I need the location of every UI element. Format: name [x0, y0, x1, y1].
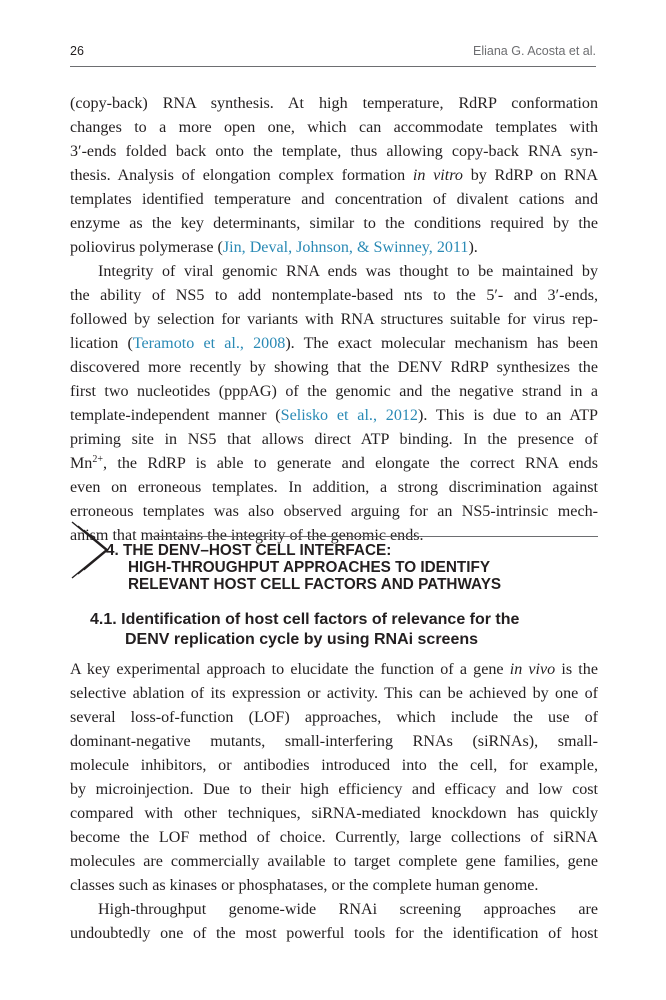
header-rule: [70, 66, 596, 67]
page-header: [70, 44, 596, 66]
text-line: undoubtedly one of the most powerful tools for the identification of host: [70, 925, 598, 942]
text-line: High-throughput genome-wide RNAi screening approaches are: [98, 901, 598, 918]
citation-link[interactable]: Jin, Deval, Johnson, & Swinney, 2011: [222, 239, 469, 256]
text-line: first two nucleotides (pppAG) of the genomic and the negative strand in a: [70, 383, 598, 400]
section-rule: [150, 536, 598, 537]
subsection-title: 4.1. Identification of host cell factors of relevance for the DENV replication cycle by using RNAi screens: [90, 611, 520, 648]
citation-link[interactable]: Teramoto et al., 2008: [132, 335, 286, 352]
section-title: 4. THE DENV–HOST CELL INTERFACE: HIGH-THROUGHPUT APPROACHES TO IDENTIFY RELEVANT HOST CELL FACTORS AND PATHWAYS: [106, 542, 502, 593]
text-line: priming site in NS5 that allows direct ATP binding. In the presence of: [70, 431, 598, 448]
text-line: the ability of NS5 to add nontemplate-based nts to the 5′- and 3′-ends,: [70, 287, 598, 304]
italic-text: in vitro: [412, 167, 463, 184]
paragraph-3: [70, 658, 598, 898]
paragraph-1: [70, 92, 598, 260]
text-line: followed by selection for variants with RNA structures suitable for virus rep-: [70, 311, 598, 328]
text-line: templates identified temperature and concentration of divalent cations and: [70, 191, 598, 208]
text-line: compared with other techniques, siRNA-mediated knockdown has quickly: [70, 805, 598, 822]
text-line: A key experimental approach to elucidate the function of a gene in vivo is the: [70, 661, 598, 678]
text-line: by microinjection. Due to their high efficiency and efficacy and low cost: [70, 781, 598, 798]
text-line: selective ablation of its expression or activity. This can be achieved by one of: [70, 685, 598, 702]
text-line: become the LOF method of choice. Currently, large collections of siRNA: [70, 829, 598, 846]
text-line: changes to a more open one, which can accommodate templates with: [70, 119, 598, 136]
text-line: (copy-back) RNA synthesis. At high temperature, RdRP conformation: [70, 95, 598, 112]
section-heading: [70, 520, 598, 610]
text-line: poliovirus polymerase (Jin, Deval, Johnson, & Swinney, 2011).: [70, 239, 478, 256]
paragraph-4: [70, 898, 598, 946]
text-line: even on erroneous templates. In addition, a strong discrimination against: [70, 479, 598, 496]
text-line: dominant-negative mutants, small-interfering RNAs (siRNAs), small-: [70, 733, 598, 750]
text-line: thesis. Analysis of elongation complex formation in vitro by RdRP on RNA: [70, 167, 599, 184]
text-line: enzyme as the key determinants, similar to the conditions required by the: [70, 215, 598, 232]
running-head: Eliana G. Acosta et al.: [473, 44, 596, 58]
text-line: classes such as kinases or phosphatases, or the complete human genome.: [70, 877, 539, 894]
italic-text: in vivo: [509, 661, 556, 678]
text-line: molecule inhibitors, or antibodies introduced into the cell, for example,: [70, 757, 598, 774]
text-line: Integrity of viral genomic RNA ends was thought to be maintained by: [98, 263, 598, 280]
text-line: 3′-ends folded back onto the template, thus allowing copy-back RNA syn-: [70, 143, 598, 160]
text-line: template-independent manner (Selisko et al., 2012). This is due to an ATP: [70, 407, 598, 424]
text-line: several loss-of-function (LOF) approaches, which include the use of: [70, 709, 598, 726]
text-line: molecules are commercially available to target complete gene families, gene: [70, 853, 598, 870]
text-line: anism that maintains the integrity of the genomic ends.: [70, 527, 424, 544]
text-line: $Mn^{2+}$, the RdRP is able to generate and elongate the correct RNA ends: [70, 454, 598, 472]
text-line: discovered more recently by showing that the DENV RdRP synthesizes the: [70, 359, 598, 376]
page-number: 26: [70, 44, 84, 58]
text-line: erroneous templates was also observed arguing for an NS5-intrinsic mech-: [70, 503, 598, 520]
paragraph-2: [70, 260, 598, 548]
text-line: lication (Teramoto et al., 2008). The exact molecular mechanism has been: [70, 335, 598, 352]
citation-link[interactable]: Selisko et al., 2012: [280, 407, 418, 424]
